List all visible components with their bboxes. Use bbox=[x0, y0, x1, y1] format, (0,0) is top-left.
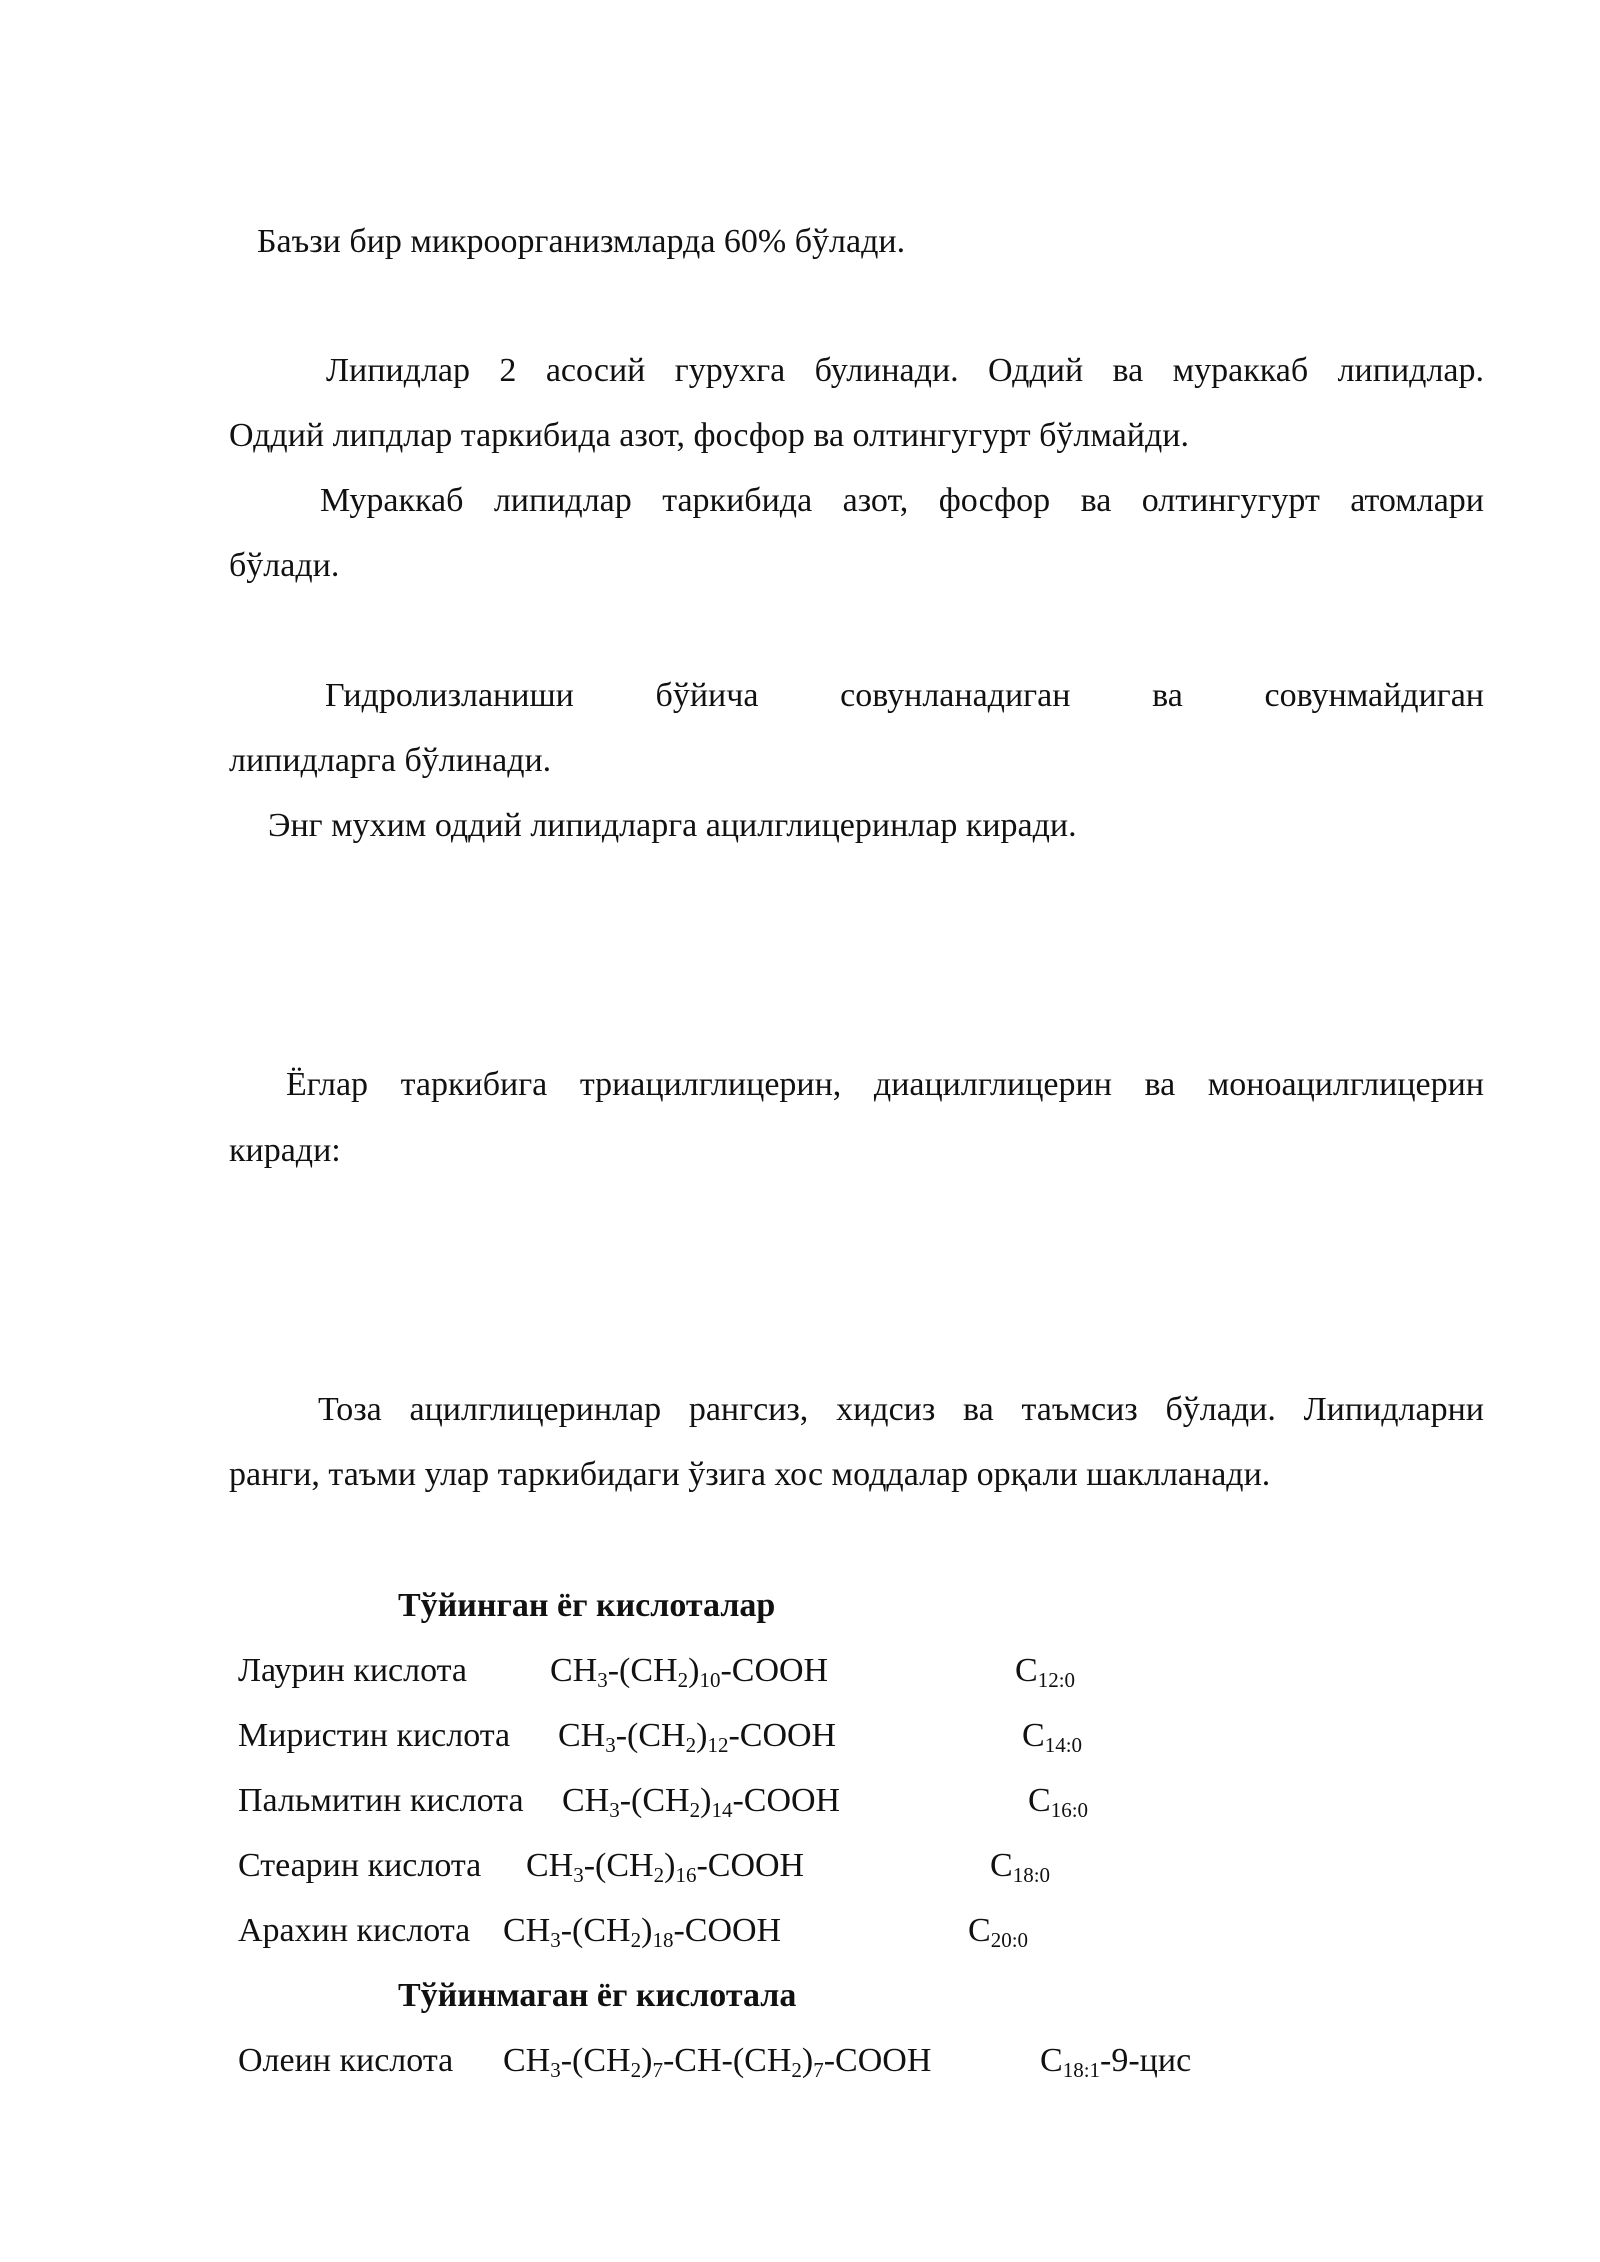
acid-name: Миристин кислота bbox=[238, 1717, 511, 1754]
paragraph-lipid-groups-line2: Оддий липдлар таркибида азот, фосфор ва олтингугурт бўлмайди. bbox=[229, 417, 1189, 454]
acid-code-stearic: $C_{18:0}$ bbox=[990, 1847, 1051, 1887]
paragraph-pure-acylglycerols-line1: Тоза ацилглицеринлар рангсиз, хидсиз ва таъмсиз бўлади. Липидларни bbox=[318, 1391, 1484, 1428]
acid-formula-oleic: $CH_3-(CH_2)_7-CH-(CH_2)_7$-COOH bbox=[503, 2042, 932, 2082]
acid-formula-palmitic: $CH_3-(CH_2)_{14}$-COOH bbox=[562, 1782, 841, 1822]
paragraph-hydrolysis-line2: липидларга бўлинади. bbox=[229, 742, 552, 779]
acid-formula-myristic: $CH_3-(CH_2)_{12}$-COOH bbox=[558, 1717, 837, 1757]
acid-row-oleic bbox=[238, 2044, 453, 2078]
acid-name: Лаурин кислота bbox=[238, 1652, 468, 1689]
acid-formula-arachidic: $CH_3-(CH_2)_{18}$-COOH bbox=[503, 1912, 782, 1952]
saturated-acids-heading: Тўйинган ёг кислоталар bbox=[398, 1587, 776, 1624]
acid-row-myristic bbox=[238, 1719, 510, 1753]
acid-row-lauric bbox=[238, 1654, 467, 1688]
paragraph-pure-acylglycerols-line2: ранги, таъми улар таркибидаги ўзига хос моддалар орқали шаклланади. bbox=[229, 1456, 1271, 1493]
acid-row-stearic bbox=[238, 1849, 481, 1883]
acid-row-palmitic bbox=[238, 1784, 524, 1818]
acid-code-arachidic: $C_{20:0}$ bbox=[968, 1912, 1029, 1952]
paragraph-complex-lipids-line2: бўлади. bbox=[229, 547, 340, 584]
acid-code-palmitic: $C_{16:0}$ bbox=[1028, 1782, 1089, 1822]
paragraph-fats-line1: Ёглар таркибига триацилглицерин, диацилглицерин ва моноацилглицерин bbox=[286, 1066, 1484, 1103]
acid-code-lauric: $C_{12:0}$ bbox=[1015, 1652, 1076, 1692]
acid-name: Олеин кислота bbox=[238, 2042, 454, 2079]
acid-code-oleic: $C_{18:1}-9$-цис bbox=[1040, 2042, 1192, 2082]
paragraph-hydrolysis-line1: Гидролизланиши бўйича совунланадиган ва совунмайдиган bbox=[325, 677, 1484, 714]
acid-code-myristic: $C_{14:0}$ bbox=[1022, 1717, 1083, 1757]
acid-name: Пальмитин кислота bbox=[238, 1782, 524, 1819]
paragraph-fats-line2: киради: bbox=[229, 1132, 341, 1169]
acid-name: Стеарин кислота bbox=[238, 1847, 482, 1884]
acid-name: Арахин кислота bbox=[238, 1912, 471, 1949]
acid-row-arachidic bbox=[238, 1914, 470, 1948]
unsaturated-acids-heading: Тўйинмаган ёг кислотала bbox=[398, 1977, 797, 2014]
paragraph-complex-lipids-line1: Мураккаб липидлар таркибида азот, фосфор ва олтингугурт атомлари bbox=[320, 482, 1484, 519]
acid-formula-stearic: $CH_3-(CH_2)_{16}$-COOH bbox=[526, 1847, 805, 1887]
paragraph-acylglycerols: Энг мухим оддий липидларга ацилглицеринлар киради. bbox=[268, 807, 1077, 844]
paragraph-lipid-groups-line1: Липидлар 2 асосий гурухга булинади. Оддий ва мураккаб липидлар. bbox=[326, 352, 1484, 389]
acid-formula-lauric: $CH_3-(CH_2)_{10}$-COOH bbox=[550, 1652, 829, 1692]
paragraph-microorganisms: Баъзи бир микроорганизмларда 60% бўлади. bbox=[257, 223, 906, 260]
